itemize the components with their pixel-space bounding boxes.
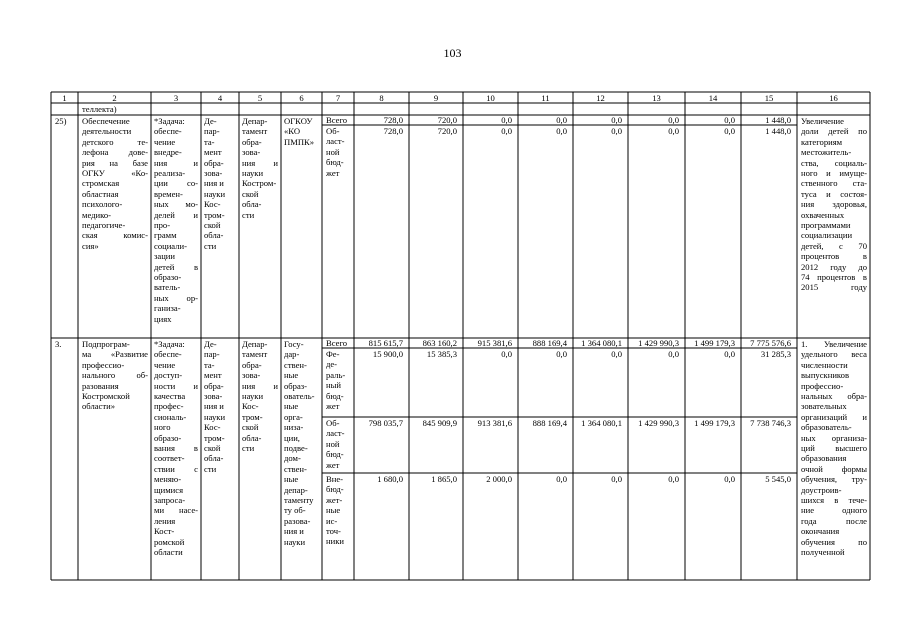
- header-col-12: 12: [596, 93, 605, 103]
- value-cell: 0,0: [668, 474, 679, 484]
- value-cell: 0,0: [724, 474, 735, 484]
- value-cell: 0,0: [724, 349, 735, 359]
- text-line: ных организа-: [801, 432, 867, 443]
- text-line: Костромской: [82, 391, 130, 401]
- text-line: удельного веса: [801, 349, 867, 360]
- value-cell: 888 169,4: [532, 418, 567, 428]
- text-line: Всего: [326, 115, 348, 125]
- text-line: стромская: [82, 178, 120, 189]
- value-cell: 0,0: [501, 115, 512, 125]
- text-line: ми насе-: [154, 505, 198, 516]
- text-line: обра-: [242, 136, 262, 147]
- text-line: численности: [801, 359, 848, 370]
- text-line: нальных обра-: [801, 391, 867, 401]
- text-line: ной: [326, 146, 340, 157]
- text-line: *Задача:: [154, 116, 185, 126]
- text-line: вания в: [154, 443, 198, 453]
- text-line: психолого-: [82, 199, 123, 210]
- text-line: мент: [204, 147, 222, 158]
- value-cell: 5 545,0: [765, 474, 791, 484]
- text-line: профессио-: [801, 380, 844, 391]
- text-line: ного и имуще-: [801, 168, 867, 178]
- text-line: качества: [154, 391, 186, 401]
- text-line: бюд-: [326, 157, 344, 168]
- text-line: про-: [154, 220, 171, 230]
- text-line: ватель-: [154, 282, 181, 293]
- value-cell: 720,0: [437, 115, 457, 125]
- text-line: обра-: [204, 157, 224, 168]
- value-cell: 0,0: [668, 115, 679, 125]
- value-cell: 0,0: [611, 115, 622, 125]
- value-cell: 815 615,7: [368, 338, 403, 348]
- text-line: та-: [204, 359, 215, 370]
- header-col-6: 6: [299, 93, 304, 103]
- text-line: делей и: [154, 209, 198, 220]
- text-line: пар-: [204, 349, 220, 360]
- text-line: детского те-: [82, 136, 148, 147]
- continuation-text: теллекта): [82, 104, 117, 114]
- text-line: Обеспечение: [82, 116, 130, 126]
- value-cell: 728,0: [383, 126, 403, 136]
- text-line: зова-: [242, 370, 261, 381]
- value-cell: 888 169,4: [532, 338, 567, 348]
- text-line: ции со-: [154, 178, 198, 189]
- value-cell: 1 680,0: [377, 474, 403, 484]
- text-line: науки: [242, 168, 264, 178]
- text-line: де-: [326, 359, 338, 370]
- text-line: программами: [801, 220, 851, 230]
- text-line: очной формы: [801, 463, 867, 474]
- value-cell: 1 429 990,3: [638, 418, 679, 428]
- text-line: Кос-: [204, 199, 221, 210]
- text-line: ской: [204, 220, 221, 230]
- text-line: зации: [154, 251, 176, 262]
- text-line: ние одного: [801, 505, 867, 516]
- text-line: 74 процентов в: [801, 272, 867, 282]
- text-line: обра-: [242, 359, 262, 370]
- text-line: обеспе-: [154, 126, 182, 137]
- header-col-8: 8: [379, 93, 384, 103]
- text-line: Де-: [204, 116, 217, 126]
- value-cell: 0,0: [724, 115, 735, 125]
- value-cell: 728,0: [383, 115, 403, 125]
- text-line: полученной: [801, 547, 845, 557]
- row3-number: 3.: [55, 339, 62, 349]
- text-line: жет-: [326, 494, 343, 505]
- text-line: Кос-: [242, 401, 259, 412]
- text-line: ствен-: [284, 463, 307, 474]
- text-line: ствен-: [284, 359, 307, 370]
- text-line: ники: [326, 536, 344, 547]
- text-line: ния и: [154, 157, 198, 168]
- text-line: обла-: [204, 230, 224, 241]
- text-line: орга-: [284, 411, 303, 422]
- value-cell: 798 035,7: [368, 418, 403, 428]
- text-line: ные: [284, 474, 299, 485]
- text-line: ская комис-: [82, 230, 148, 241]
- text-line: Костром-: [242, 178, 277, 189]
- text-line: обла-: [242, 432, 262, 443]
- text-line: мент: [204, 370, 222, 381]
- text-line: ской: [242, 188, 259, 199]
- value-cell: 0,0: [501, 349, 512, 359]
- text-line: жет: [326, 167, 340, 178]
- text-line: тром-: [242, 411, 263, 422]
- value-cell: 1 448,0: [765, 115, 791, 125]
- text-line: тром-: [204, 432, 225, 443]
- value-cell: 915 381,6: [477, 338, 512, 348]
- text-line: доустроив-: [801, 484, 842, 495]
- text-line: ных мо-: [154, 199, 198, 210]
- text-line: тамент: [242, 349, 268, 360]
- text-line: сиональ-: [154, 411, 187, 422]
- value-cell: 845 909,9: [422, 418, 457, 428]
- text-line: тамент: [242, 126, 268, 137]
- text-line: ОГКОУ: [284, 116, 313, 126]
- text-line: Госу-: [284, 339, 304, 349]
- text-line: ромской: [154, 536, 185, 547]
- text-line: щимися: [154, 484, 184, 495]
- text-line: бюд-: [326, 484, 344, 495]
- text-line: ПМПК»: [284, 136, 315, 147]
- text-line: ласт-: [326, 136, 345, 147]
- text-line: обучения по: [801, 536, 867, 547]
- header-col-14: 14: [708, 93, 718, 103]
- header-col-16: 16: [829, 93, 838, 103]
- text-line: ователь-: [284, 391, 315, 401]
- text-line: ния и: [204, 178, 224, 189]
- value-cell: 0,0: [611, 126, 622, 136]
- text-line: ганиза-: [154, 303, 181, 314]
- text-line: времен-: [154, 188, 183, 199]
- text-line: подве-: [284, 443, 308, 453]
- text-line: ства, социаль-: [801, 157, 867, 168]
- text-line: разова-: [284, 515, 311, 526]
- text-line: дар-: [284, 349, 300, 360]
- text-line: жет: [326, 401, 340, 411]
- text-line: социализации: [801, 230, 853, 241]
- value-cell: 1 429 990,3: [638, 338, 679, 348]
- text-line: рия на базе: [82, 157, 148, 168]
- text-line: процентов в: [801, 251, 867, 262]
- text-line: ния и: [204, 401, 224, 412]
- text-line: ных ор-: [154, 292, 198, 303]
- text-line: области: [154, 547, 183, 557]
- text-line: ции,: [284, 432, 300, 443]
- text-line: *Задача:: [154, 339, 185, 349]
- value-cell: 0,0: [724, 126, 735, 136]
- text-line: социали-: [154, 240, 187, 251]
- value-cell: 1 499 179,3: [694, 338, 735, 348]
- value-cell: 0,0: [556, 349, 567, 359]
- text-line: науки: [284, 536, 306, 547]
- text-line: профессио-: [82, 359, 125, 370]
- header-col-3: 3: [173, 93, 179, 103]
- text-line: выпускников: [801, 370, 850, 381]
- text-line: деятельности: [82, 126, 132, 137]
- header-col-5: 5: [257, 93, 263, 103]
- text-line: ности и: [154, 380, 198, 391]
- text-line: шихся в тече-: [801, 495, 867, 505]
- text-line: педагогиче-: [82, 220, 126, 230]
- text-line: ный: [326, 380, 341, 391]
- text-line: ния и: [284, 526, 304, 537]
- text-line: Вне-: [326, 474, 344, 484]
- value-cell: 0,0: [501, 126, 512, 136]
- text-line: Всего: [326, 338, 348, 348]
- value-cell: 2 000,0: [486, 474, 512, 484]
- header-col-1: 1: [62, 93, 67, 103]
- text-line: категориям: [801, 136, 843, 147]
- text-line: Депар-: [242, 116, 268, 126]
- text-line: соответ-: [154, 453, 185, 464]
- text-line: образ-: [284, 380, 308, 391]
- text-line: тром-: [204, 209, 225, 220]
- text-line: чение: [154, 359, 176, 370]
- text-line: Увеличение: [801, 116, 844, 126]
- text-line: образователь-: [801, 422, 852, 433]
- text-line: ской: [242, 422, 259, 433]
- text-line: внедре-: [154, 147, 182, 158]
- value-cell: 7 738 746,3: [750, 418, 791, 428]
- text-line: Кост-: [154, 526, 175, 537]
- text-line: меняю-: [154, 474, 182, 485]
- text-line: областная: [82, 188, 119, 199]
- text-line: туса и состоя-: [801, 188, 867, 199]
- text-line: охваченных: [801, 209, 845, 220]
- value-cell: 31 285,3: [760, 349, 791, 359]
- text-line: области»: [82, 401, 116, 412]
- text-line: ма «Развитие: [82, 349, 148, 360]
- text-line: ствии с: [154, 463, 198, 474]
- text-line: образования: [801, 453, 847, 464]
- text-line: низа-: [284, 422, 304, 433]
- text-line: разования: [82, 380, 119, 391]
- text-line: 2015 году: [801, 282, 867, 293]
- text-line: Депар-: [242, 339, 268, 349]
- page-number: 103: [443, 46, 462, 60]
- header-col-7: 7: [335, 93, 341, 103]
- text-line: зова-: [242, 147, 261, 158]
- text-line: жет: [326, 459, 340, 470]
- text-line: медико-: [82, 209, 112, 220]
- text-line: сти: [204, 240, 217, 251]
- value-cell: 1 364 080,1: [581, 338, 622, 348]
- text-line: науки: [204, 188, 226, 199]
- value-cell: 1 865,0: [431, 474, 457, 484]
- value-cell: 0,0: [668, 349, 679, 359]
- text-line: ния и: [242, 380, 278, 391]
- text-line: зова-: [204, 168, 223, 178]
- header-col-13: 13: [652, 93, 661, 103]
- text-line: реализа-: [154, 168, 186, 178]
- text-line: сти: [242, 209, 255, 220]
- text-line: года после: [801, 515, 867, 526]
- text-line: ного: [154, 422, 171, 433]
- header-col-11: 11: [541, 93, 550, 103]
- text-line: сти: [242, 443, 255, 453]
- text-line: зова-: [204, 391, 223, 401]
- text-line: ной: [326, 438, 340, 449]
- text-line: запроса-: [154, 495, 186, 505]
- value-cell: 1 499 179,3: [694, 418, 735, 428]
- text-line: зовательных: [801, 401, 847, 412]
- header-col-9: 9: [433, 93, 439, 103]
- text-line: Подпрограм-: [82, 339, 130, 349]
- text-line: Фе-: [326, 349, 340, 359]
- text-line: таменту: [284, 495, 314, 505]
- text-line: дом-: [284, 453, 301, 464]
- text-line: детей в: [154, 261, 198, 272]
- value-cell: 720,0: [437, 126, 457, 136]
- text-line: 2012 году до: [801, 261, 867, 272]
- text-line: бюд-: [326, 390, 344, 401]
- text-line: ления: [154, 515, 176, 526]
- text-line: ис-: [326, 515, 338, 526]
- text-line: циях: [154, 313, 172, 324]
- text-line: грамм: [154, 230, 177, 241]
- text-line: 1. Увеличение: [801, 339, 867, 349]
- header-col-2: 2: [112, 93, 117, 103]
- text-line: профес-: [154, 401, 184, 412]
- row25-number: 25): [55, 116, 67, 126]
- value-cell: 0,0: [611, 474, 622, 484]
- text-line: сти: [204, 463, 217, 474]
- text-line: бюд-: [326, 449, 344, 460]
- header-col-10: 10: [486, 93, 495, 103]
- text-line: Об-: [326, 126, 340, 136]
- text-line: ласт-: [326, 428, 345, 439]
- value-cell: 0,0: [611, 349, 622, 359]
- text-line: «КО: [284, 126, 301, 137]
- header-col-4: 4: [217, 93, 223, 103]
- text-line: ния и: [242, 157, 278, 168]
- text-line: доли детей по: [801, 126, 867, 137]
- value-cell: 0,0: [556, 126, 567, 136]
- text-line: Кос-: [204, 422, 221, 433]
- text-line: обра-: [204, 380, 224, 391]
- text-line: чение: [154, 136, 176, 147]
- text-line: образо-: [154, 432, 182, 443]
- text-line: ОГКУ «Ко-: [82, 168, 148, 178]
- text-line: депар-: [284, 484, 308, 495]
- text-line: точ-: [326, 526, 341, 536]
- text-line: ные: [284, 370, 299, 381]
- text-line: Об-: [326, 418, 340, 428]
- value-cell: 863 160,2: [422, 338, 457, 348]
- text-line: ные: [284, 401, 299, 412]
- text-line: образо-: [154, 272, 182, 282]
- header-col-15: 15: [764, 93, 774, 103]
- value-cell: 0,0: [668, 126, 679, 136]
- text-line: ской: [204, 443, 221, 453]
- value-cell: 15 900,0: [372, 349, 403, 359]
- text-line: пар-: [204, 126, 220, 137]
- text-line: ственного ста-: [801, 178, 867, 189]
- text-line: обеспе-: [154, 349, 182, 360]
- value-cell: 1 364 080,1: [581, 418, 622, 428]
- text-line: обучения, тру-: [801, 474, 867, 485]
- text-line: детей, с 70: [801, 240, 867, 251]
- text-line: ций высшего: [801, 443, 867, 453]
- text-line: организаций и: [801, 411, 867, 422]
- text-line: лефона дове-: [82, 147, 148, 158]
- text-line: раль-: [326, 369, 346, 380]
- value-cell: 0,0: [556, 115, 567, 125]
- text-line: обла-: [242, 199, 262, 210]
- value-cell: 913 381,6: [477, 418, 512, 428]
- text-line: ния здоровья,: [801, 199, 867, 210]
- text-line: доступ-: [154, 370, 183, 381]
- text-line: сия»: [82, 240, 99, 251]
- text-line: нального об-: [82, 370, 148, 381]
- text-line: ные: [326, 505, 341, 516]
- text-line: ту об-: [284, 505, 306, 516]
- value-cell: 7 775 576,6: [750, 338, 791, 348]
- text-line: обла-: [204, 453, 224, 464]
- text-line: Де-: [204, 339, 217, 349]
- text-line: местожитель-: [801, 147, 852, 158]
- value-cell: 0,0: [556, 474, 567, 484]
- text-line: та-: [204, 136, 215, 147]
- text-line: окончания: [801, 526, 840, 537]
- text-line: науки: [242, 391, 264, 401]
- text-line: науки: [204, 411, 226, 422]
- value-cell: 15 385,3: [426, 349, 457, 359]
- value-cell: 1 448,0: [765, 126, 791, 136]
